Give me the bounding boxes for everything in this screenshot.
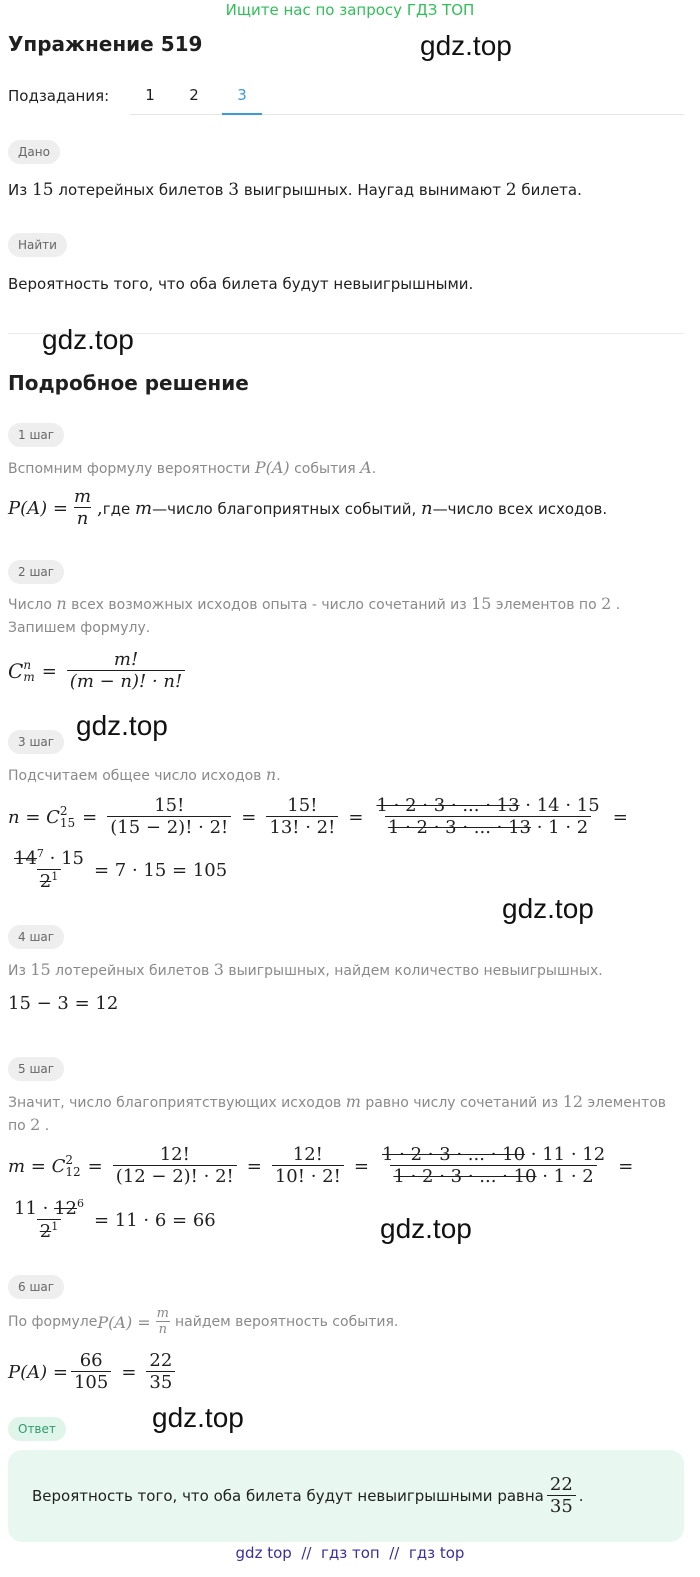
tab-subtask-2[interactable]: 2 bbox=[189, 86, 199, 104]
step-1-formula: P(A) = $\frac{m}{n}$ , где m—число благоприятных событий, n—число всех исходов. bbox=[8, 485, 608, 529]
given-text: Из 15 лотерейных билетов 3 выигрышных. Наугад вынимают 2 билета. bbox=[8, 180, 582, 200]
answer-box bbox=[8, 1450, 684, 1542]
watermark: gdz.top bbox=[152, 1402, 244, 1433]
subtasks-label: Подзадания: bbox=[8, 87, 110, 105]
step-4-text: Из 15 лотерейных билетов 3 выигрышных, найдем количество невыигрышных. bbox=[8, 960, 603, 979]
answer-chip: Ответ bbox=[8, 1417, 66, 1441]
step-5-text-2: по 2 . bbox=[8, 1115, 50, 1134]
step-2-text: Число n всех возможных исходов опыта - число сочетаний из 15 элементов по 2 . bbox=[8, 594, 621, 613]
step-3-chip: 3 шаг bbox=[8, 730, 64, 754]
watermark: gdz.top bbox=[380, 1213, 472, 1244]
step-3-formula: n = C 2 15 = $\frac{15!}{(15 - 2)! \cdot 2!}$ = $\frac{15!}{13! \cdot 2!}$ = $\frac{1 \cdot 2 \cdot 3 \cdot ... \cdot 13 \cdot 14 \cdot 15}{1 \cdot 2 \cdot 3 \cdot ... \cdot 13 \cdot 1 \cdot 2}$ = bbox=[8, 794, 628, 838]
given-chip: Дано bbox=[8, 140, 60, 164]
tab-subtask-3[interactable]: 3 bbox=[222, 86, 262, 115]
step-2-text-2: Запишем формулу. bbox=[8, 620, 151, 636]
watermark: gdz.top bbox=[42, 324, 134, 355]
answer-text: Вероятность того, что оба билета будут невыигрышными равна $\frac{22}{35}$ . bbox=[32, 1473, 584, 1517]
step-1-chip: 1 шаг bbox=[8, 423, 64, 447]
find-chip: Найти bbox=[8, 233, 67, 257]
page-title: Упражнение 519 bbox=[8, 32, 203, 56]
step-5-formula: m = C 2 12 = $\frac{12!}{(12 - 2)! \cdot 2!}$ = $\frac{12!}{10! \cdot 2!}$ = $\frac{1 \cdot 2 \cdot 3 \cdot ... \cdot 10 \cdot 11 \cdot 12}{1 \cdot 2 \cdot 3 \cdot ... \cdot 10 \cdot 1 \cdot 2}$ = bbox=[8, 1143, 634, 1187]
tab-subtask-1[interactable]: 1 bbox=[145, 86, 155, 104]
step-4-chip: 4 шаг bbox=[8, 925, 64, 949]
watermark: gdz.top bbox=[76, 710, 168, 741]
step-5-text: Значит, число благоприятствующих исходов m равно числу сочетаний из 12 элементов bbox=[8, 1092, 667, 1111]
find-text: Вероятность того, что оба билета будут невыигрышными. bbox=[8, 275, 474, 293]
footer-links[interactable]: gdz top // гдз топ // гдз top bbox=[235, 1544, 465, 1562]
top-banner[interactable]: Ищите нас по запросу ГДЗ ТОП bbox=[225, 1, 475, 19]
step-6-chip: 6 шаг bbox=[8, 1275, 64, 1299]
subtask-tabs bbox=[130, 80, 684, 115]
step-2-formula: C n m = $\frac{m!}{(m - n)! \cdot n!}$ bbox=[8, 645, 188, 697]
solution-title: Подробное решение bbox=[8, 371, 249, 395]
step-3-formula-2: $\frac{14^7 \cdot 15}{2^1}$ = 7 · 15 = 105 bbox=[14, 846, 228, 892]
watermark: gdz.top bbox=[420, 30, 512, 61]
step-6-text: По формуле P(A) = $\frac{m}{n}$ найдем вероятность события. bbox=[8, 1305, 399, 1337]
step-5-chip: 5 шаг bbox=[8, 1057, 64, 1081]
step-2-chip: 2 шаг bbox=[8, 560, 64, 584]
step-3-text: Подсчитаем общее число исходов n. bbox=[8, 765, 281, 784]
step-4-formula: 15 − 3 = 12 bbox=[8, 993, 119, 1014]
step-1-text: Вспомним формулу вероятности P(A) события A. bbox=[8, 458, 377, 477]
watermark: gdz.top bbox=[502, 893, 594, 924]
step-6-formula: P(A) = $\frac{66}{105}$ = $\frac{22}{35}$ bbox=[8, 1347, 178, 1397]
step-5-formula-2: $\frac{11 \cdot 12^6}{2^1}$ = 11 · 6 = 66 bbox=[14, 1196, 216, 1242]
